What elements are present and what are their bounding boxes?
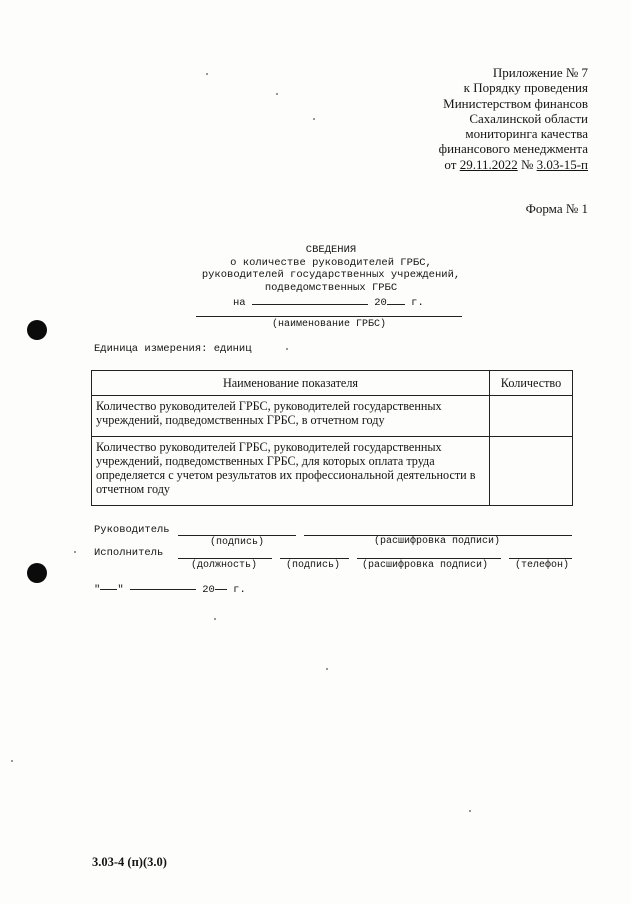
- year-blank[interactable]: [387, 294, 405, 305]
- signature-date-line: [94, 584, 246, 596]
- appendix-date: 29.11.2022: [459, 156, 518, 172]
- year-prefix: 20: [374, 297, 387, 309]
- scan-speck: [214, 618, 216, 620]
- executor-phone-field[interactable]: [509, 558, 572, 559]
- title-line: СВЕДЕНИЯ: [305, 244, 357, 256]
- number-prefix: №: [520, 156, 534, 172]
- head-signature-field[interactable]: [178, 535, 296, 536]
- indicator-value[interactable]: [490, 437, 573, 506]
- quote-open: ": [94, 584, 101, 596]
- title-line: о количестве руководителей ГРБС,: [230, 256, 432, 269]
- scan-speck: [326, 668, 328, 670]
- year-blank[interactable]: [215, 589, 227, 590]
- appendix-line: финансового менеджмента: [438, 141, 588, 157]
- indicator-name: Количество руководителей ГРБС, руководителей государственных учреждений, подведомственных ГРБС, в отчетном году: [92, 396, 490, 437]
- title-line: подведомственных ГРБС: [264, 282, 398, 295]
- executor-decode-caption: (расшифровка подписи): [362, 560, 489, 571]
- date-prefix: от: [444, 156, 457, 172]
- head-sign-caption: (подпись): [210, 537, 265, 548]
- unit-label: Единица измерения: единиц: [94, 343, 252, 355]
- appendix-line: Сахалинской области: [469, 110, 588, 126]
- binder-hole-top: [27, 320, 47, 340]
- executor-sign-caption: (подпись): [286, 560, 341, 571]
- appendix-line: Приложение № 7: [492, 65, 588, 80]
- year-prefix: 20: [202, 584, 215, 596]
- column-header-quantity: Количество: [490, 371, 573, 396]
- column-header-name: Наименование показателя: [92, 371, 490, 396]
- scan-speck: [469, 810, 471, 812]
- scan-speck: [276, 93, 278, 95]
- table-row: [92, 396, 573, 437]
- scan-speck: [74, 551, 76, 553]
- executor-label: Исполнитель: [94, 547, 164, 559]
- quote-close: ": [117, 584, 124, 596]
- appendix-date-line: [439, 157, 588, 172]
- executor-signature-field[interactable]: [280, 558, 349, 559]
- executor-position-field[interactable]: [178, 558, 272, 559]
- table-row: [92, 437, 573, 506]
- indicator-value[interactable]: [490, 396, 573, 437]
- table-header-row: [92, 371, 573, 396]
- grbs-name-field[interactable]: [196, 316, 462, 317]
- scan-speck: [286, 348, 288, 350]
- appendix-block: [439, 65, 588, 172]
- report-date-line: [233, 294, 424, 309]
- year-suffix: г.: [411, 297, 424, 309]
- executor-position-caption: (должность): [191, 560, 258, 571]
- month-blank[interactable]: [130, 589, 196, 590]
- binder-hole-bottom: [27, 563, 47, 583]
- appendix-line: мониторинга качества: [465, 126, 588, 142]
- scan-speck: [313, 118, 315, 120]
- year-suffix: г.: [233, 584, 246, 596]
- appendix-number: 3.03-15-п: [536, 156, 588, 172]
- document-title: [190, 244, 472, 295]
- executor-decode-field[interactable]: [357, 558, 501, 559]
- indicator-name: Количество руководителей ГРБС, руководителей государственных учреждений, подведомственных ГРБС, для которых оплата труда определяется с учетом результатов их профессиональной деятельности в отчетном году: [92, 437, 490, 506]
- footer-code: 3.03-4 (п)(3.0): [92, 855, 167, 869]
- date-blank[interactable]: [252, 294, 368, 305]
- head-label: Руководитель: [94, 524, 170, 536]
- title-line: руководителей государственных учреждений,: [201, 269, 461, 282]
- date-prefix: на: [233, 297, 246, 309]
- executor-phone-caption: (телефон): [515, 560, 570, 571]
- form-number: Форма № 1: [525, 201, 588, 216]
- head-decode-caption: (расшифровка подписи): [374, 536, 501, 547]
- indicators-table: [91, 370, 573, 506]
- appendix-line: к Порядку проведения: [463, 80, 588, 96]
- grbs-caption: (наименование ГРБС): [271, 319, 387, 330]
- day-blank[interactable]: [100, 589, 117, 590]
- appendix-line: Министерством финансов: [443, 95, 588, 111]
- scan-speck: [11, 760, 13, 762]
- scan-speck: [206, 73, 208, 75]
